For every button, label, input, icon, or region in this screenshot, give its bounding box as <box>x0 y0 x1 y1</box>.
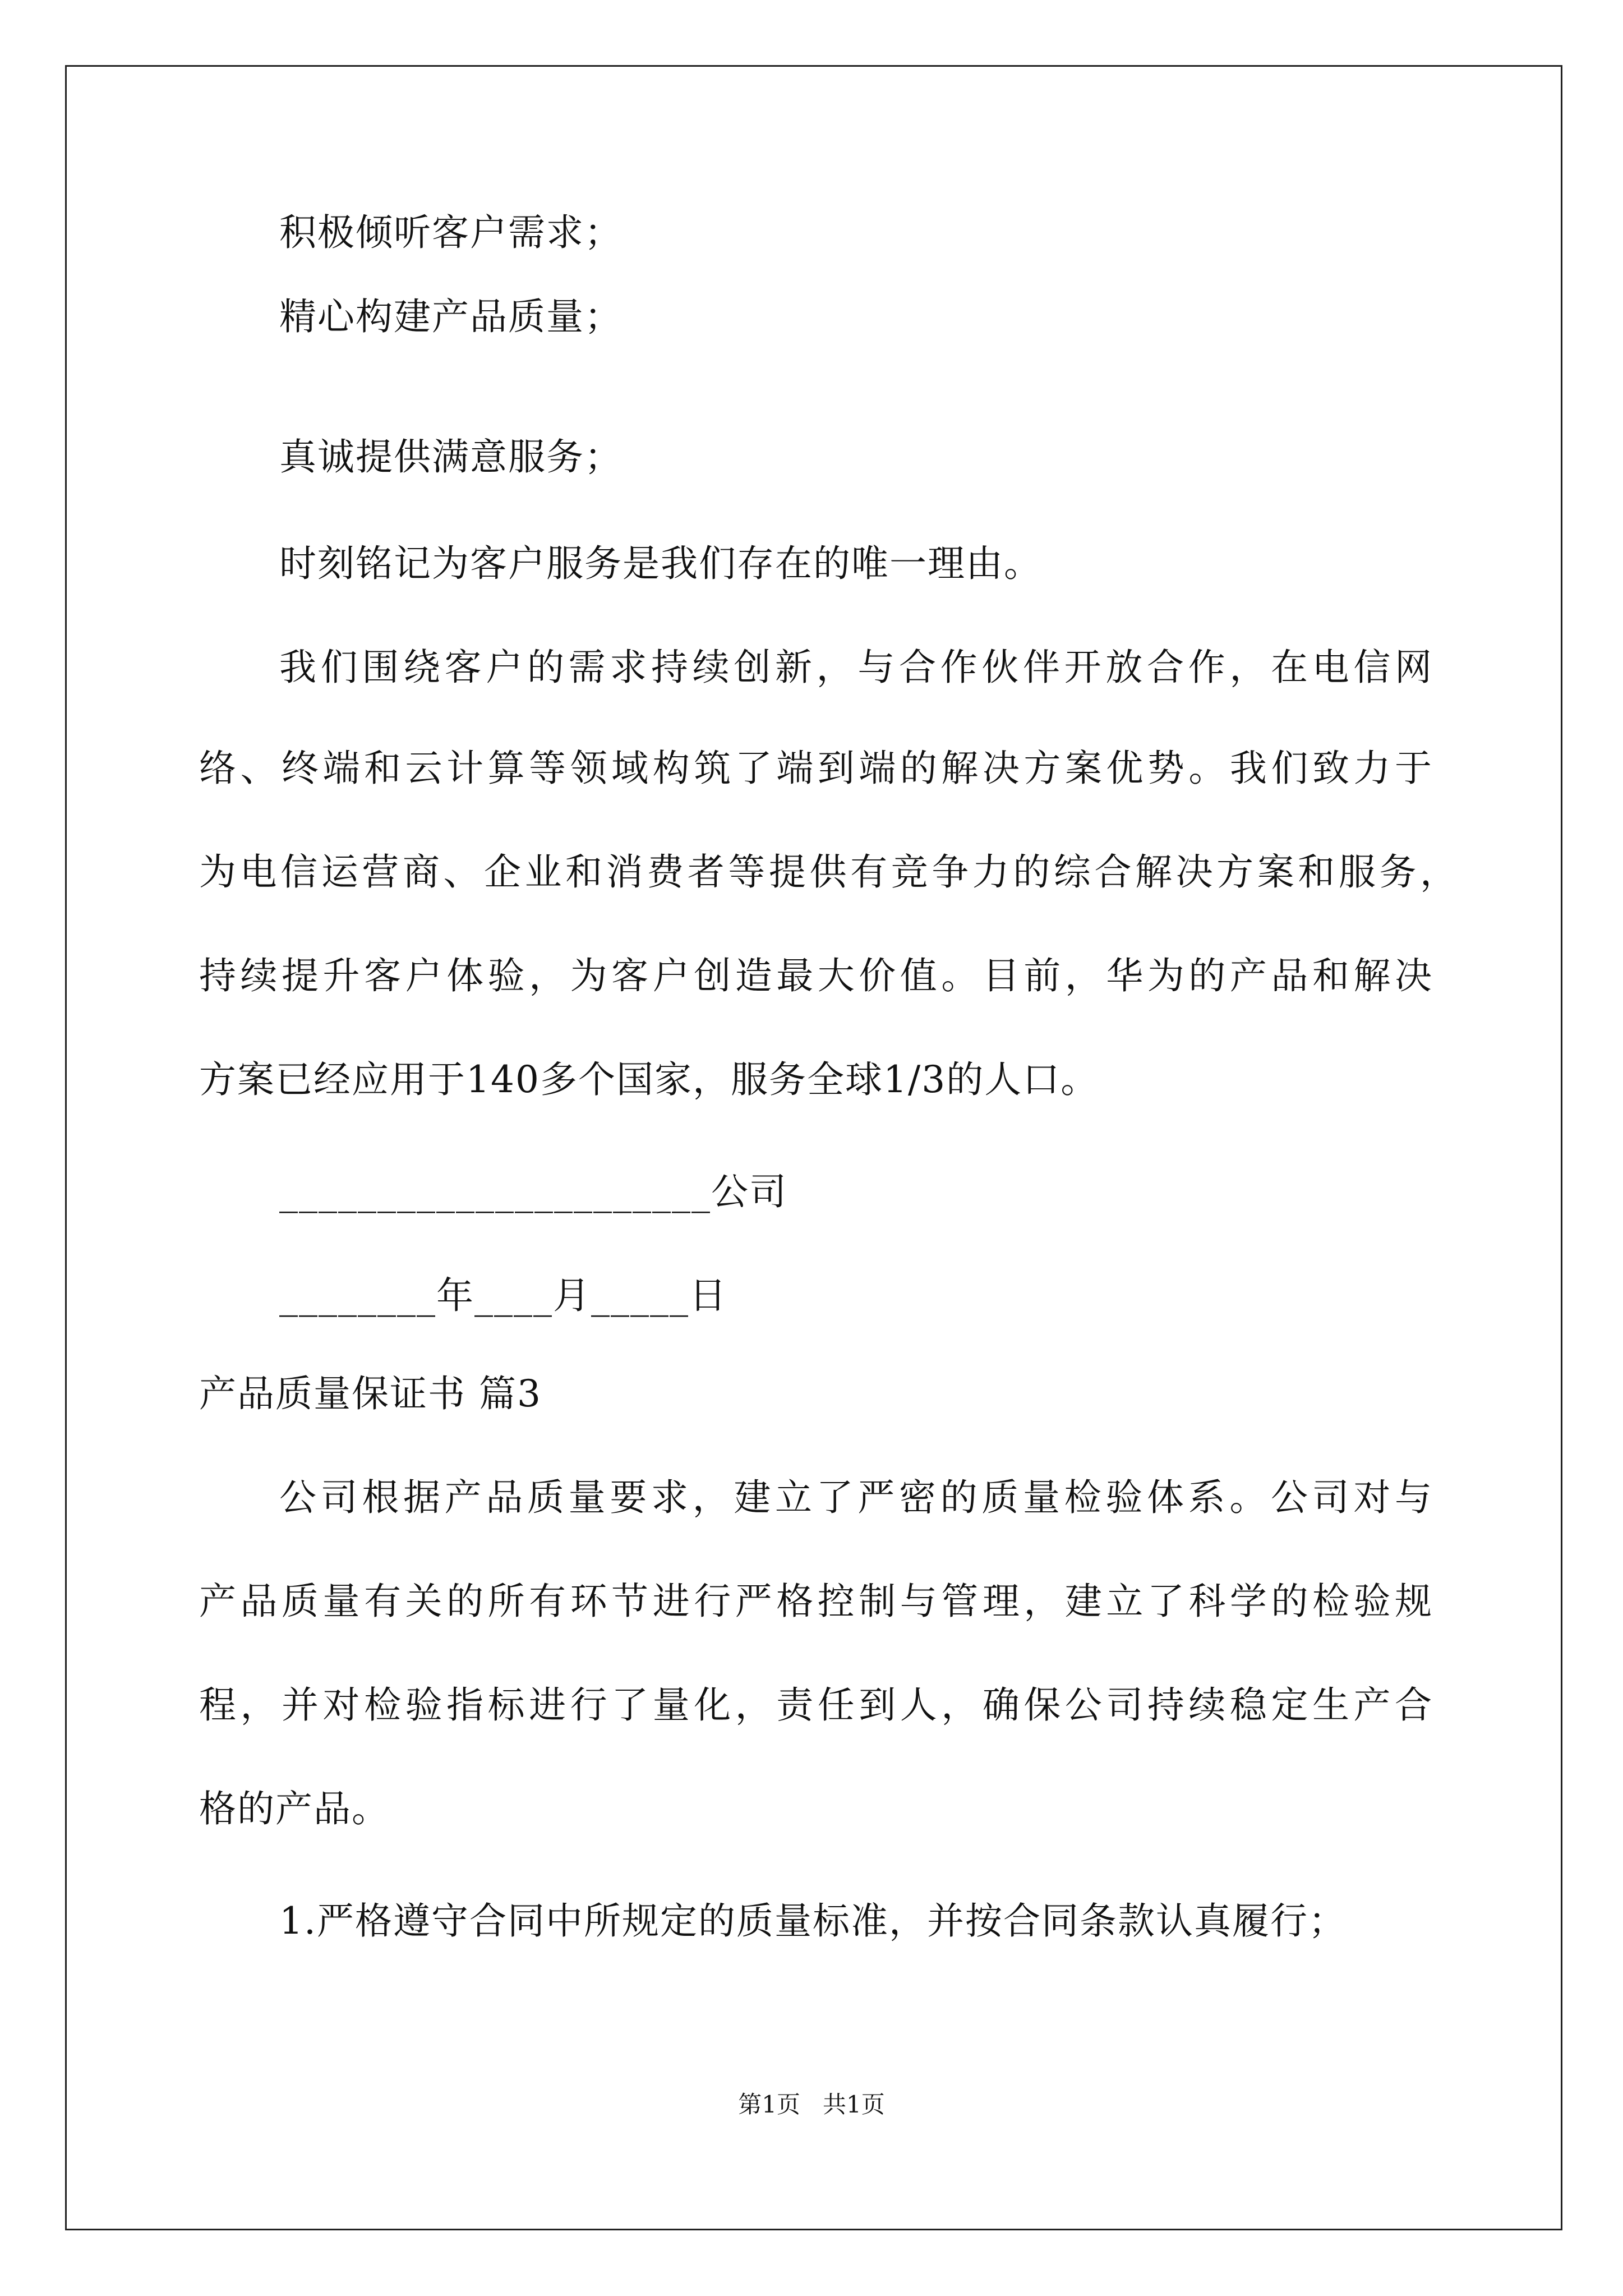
list-item: 1.严格遵守合同中所规定的质量标准，并按合同条款认真履行； <box>279 1899 1347 1943</box>
body-line: 积极倾听客户需求； <box>279 211 623 254</box>
body-line: 为电信运营商、企业和消费者等提供有竞争力的综合解决方案和服务， <box>199 850 1458 894</box>
body-line: 精心构建产品质量； <box>279 295 623 338</box>
body-line: 真诚提供满意服务； <box>279 435 623 478</box>
body-line: 络、终端和云计算等领域构筑了端到端的解决方案优势。我们致力于 <box>199 747 1433 790</box>
body-line: 格的产品。 <box>199 1787 390 1830</box>
body-line: 时刻铭记为客户服务是我们存在的唯一理由。 <box>279 542 1042 585</box>
section-heading: 产品质量保证书 篇3 <box>199 1372 542 1415</box>
body-line: 程，并对检验指标进行了量化，责任到人，确保公司持续稳定生产合 <box>199 1683 1433 1727</box>
body-line: 方案已经应用于140多个国家，服务全球1/3的人口。 <box>199 1058 1099 1101</box>
paragraph-first-line: 公司根据产品质量要求，建立了严密的质量检验体系。公司对与 <box>279 1476 1433 1519</box>
body-line: 持续提升客户体验，为客户创造最大价值。目前，华为的产品和解决 <box>199 954 1433 997</box>
paragraph-first-line: 我们围绕客户的需求持续创新，与合作伙伴开放合作，在电信网 <box>279 646 1433 689</box>
page-footer: 第1页 共1页 <box>738 2091 885 2118</box>
body-line: 产品质量有关的所有环节进行严格控制与管理，建立了科学的检验规 <box>199 1580 1433 1623</box>
signature-date-line: ________年____月_____日 <box>279 1274 727 1317</box>
signature-company-line: ______________________公司 <box>279 1170 787 1213</box>
